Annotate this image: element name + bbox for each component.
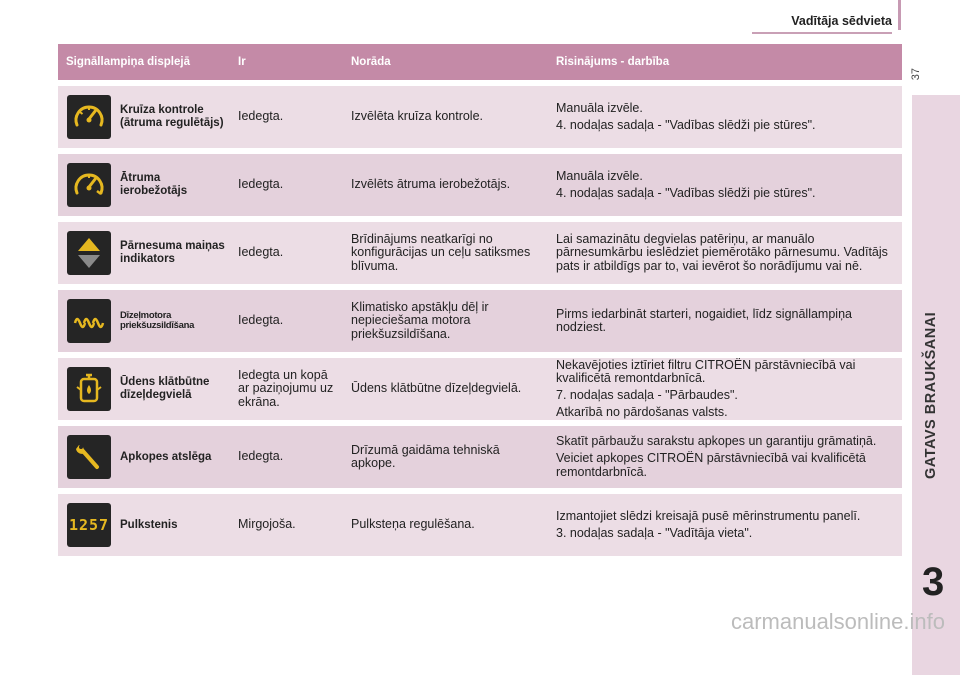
table-row	[58, 222, 902, 284]
table-header	[58, 44, 902, 80]
indicator-state: Iedegta.	[238, 245, 284, 260]
indicator-action: Atkarībā no pārdošanas valsts.	[556, 405, 728, 420]
indicator-action: 4. nodaļas sadaļa - "Vadības slēdži pie stūres".	[556, 118, 816, 132]
warning-lights-table	[58, 44, 902, 556]
indicator-name: Apkopes atslēga	[120, 450, 212, 463]
glow-plug-icon	[67, 299, 111, 343]
indicator-meaning: Izvēlēts ātruma ierobežotājs.	[351, 177, 511, 192]
indicator-action: 3. nodaļas sadaļa - "Vadītāja vieta".	[556, 526, 753, 540]
clock-digits: 1257	[68, 516, 110, 534]
indicator-name: Ūdens klātbūtne dīzeļdegvielā	[120, 376, 210, 401]
service-wrench-icon	[67, 435, 111, 479]
indicator-action: Lai samazinātu degvielas patēriņu, ar manuālo pārnesumkārbu ieslēdziet piemērotāko pārnesumu. Vadītājs pats ir atbildīgs par to, vai ievērot šo norādījumu vai nē.	[556, 232, 888, 273]
speed-limiter-icon	[67, 163, 111, 207]
indicator-name: Ātruma ierobežotājs	[120, 172, 188, 197]
indicator-action: Izmantojiet slēdzi kreisajā pusē mērinstrumentu panelī.	[556, 508, 861, 523]
indicator-state: Iedegta.	[238, 449, 284, 464]
gear-shift-indicator-icon	[67, 231, 111, 275]
table-row	[58, 494, 902, 556]
indicator-action: Skatīt pārbaužu sarakstu apkopes un garantiju grāmatiņā.	[556, 434, 877, 449]
table-row	[58, 154, 902, 216]
indicator-name: Pulkstenis	[120, 518, 178, 531]
indicator-action: Manuāla izvēle.	[556, 168, 643, 183]
water-in-diesel-icon	[67, 367, 111, 411]
indicator-meaning: Ūdens klātbūtne dīzeļdegvielā.	[351, 381, 522, 396]
col-header-meaning: Norāda	[351, 55, 391, 68]
indicator-meaning: Klimatisko apstākļu dēļ ir nepieciešama motora priekšuzsildīšana.	[351, 300, 489, 341]
header-rule	[752, 32, 892, 34]
indicator-action: 7. nodaļas sadaļa - "Pārbaudes".	[556, 388, 738, 402]
chapter-number: 3	[922, 560, 945, 604]
indicator-meaning: Izvēlēta kruīza kontrole.	[351, 109, 484, 124]
header-vertical-marker	[898, 0, 901, 30]
indicator-name: Pārnesuma maiņas indikators	[120, 240, 225, 265]
indicator-name: Dīzeļmotora priekšuzsildīšana	[120, 309, 195, 331]
table-row	[58, 290, 902, 352]
clock-display-icon	[67, 503, 111, 547]
indicator-action: Pirms iedarbināt starteri, nogaidiet, līdz signāllampiņa nodziest.	[556, 306, 852, 334]
indicator-action: Nekavējoties iztīriet filtru CITROËN pārstāvniecībā vai kvalificētā remontdarbnīcā.	[556, 357, 856, 385]
col-header-action: Risinājums - darbība	[556, 55, 670, 68]
table-row	[58, 358, 902, 420]
table-row	[58, 426, 902, 488]
col-header-state: Ir	[238, 55, 246, 68]
indicator-name: Kruīza kontrole (ātruma regulētājs)	[120, 104, 224, 129]
indicator-state: Iedegta.	[238, 177, 284, 192]
page-header-title: Vadītāja sēdvieta	[791, 14, 892, 28]
indicator-action: 4. nodaļas sadaļa - "Vadības slēdži pie stūres".	[556, 186, 816, 200]
indicator-state: Mirgojoša.	[238, 517, 296, 532]
page-number: 37	[910, 68, 922, 81]
indicator-state: Iedegta.	[238, 313, 284, 328]
indicator-meaning: Brīdinājums neatkarīgi no konfigurācijas un ceļu satiksmes blīvuma.	[351, 232, 531, 273]
col-header-indicator: Signāllampiņa displejā	[66, 55, 190, 68]
watermark: carmanualsonline.info	[730, 609, 945, 634]
section-title: GATAVS BRAUKŠANAI	[923, 311, 939, 479]
table-row	[58, 86, 902, 148]
indicator-state: Iedegta.	[238, 109, 284, 124]
indicator-action: Manuāla izvēle.	[556, 100, 643, 115]
indicator-meaning: Drīzumā gaidāma tehniskā apkope.	[351, 442, 500, 470]
indicator-meaning: Pulksteņa regulēšana.	[351, 517, 475, 532]
indicator-action: Veiciet apkopes CITROËN pārstāvniecībā vai kvalificētā remontdarbnīcā.	[556, 451, 866, 479]
indicator-state: Iedegta un kopā ar paziņojumu uz ekrāna.	[238, 368, 334, 409]
cruise-control-icon	[67, 95, 111, 139]
